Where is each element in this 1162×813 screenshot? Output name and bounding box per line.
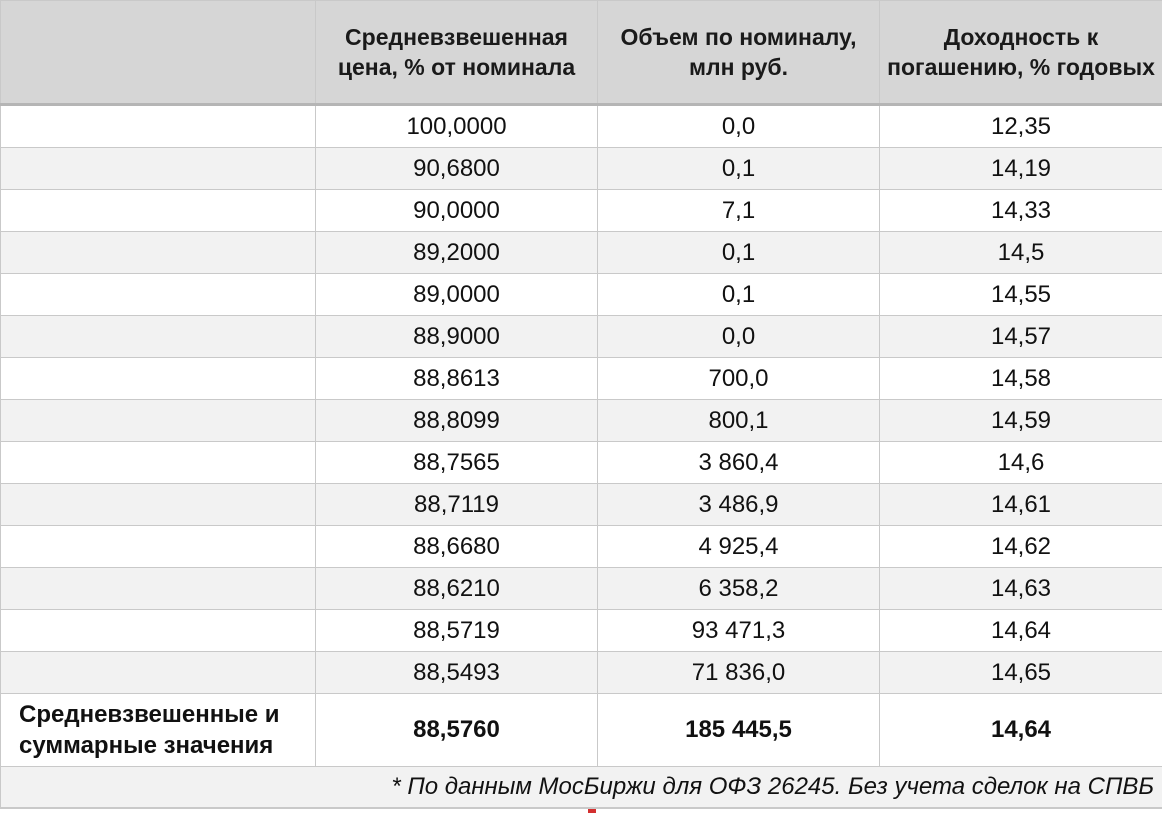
row-label-cell xyxy=(1,232,316,274)
row-label-cell xyxy=(1,190,316,232)
volume-cell: 93 471,3 xyxy=(598,610,880,652)
total-volume: 185 445,5 xyxy=(598,694,880,767)
price-cell: 100,0000 xyxy=(316,105,598,148)
yield-cell: 14,65 xyxy=(880,652,1162,694)
yield-cell: 14,59 xyxy=(880,400,1162,442)
volume-cell: 3 486,9 xyxy=(598,484,880,526)
table-row xyxy=(1,610,1162,652)
footnote: * По данным МосБиржи для ОФЗ 26245. Без учета сделок на СПВБ xyxy=(1,767,1162,808)
header-empty-cell xyxy=(1,1,316,105)
volume-cell: 0,0 xyxy=(598,105,880,148)
red-marker xyxy=(588,809,596,813)
row-label-cell xyxy=(1,358,316,400)
total-yield: 14,64 xyxy=(880,694,1162,767)
header-yield: Доходность к погашению, % годовых xyxy=(880,1,1162,105)
volume-cell: 3 860,4 xyxy=(598,442,880,484)
row-label-cell xyxy=(1,484,316,526)
yield-cell: 14,6 xyxy=(880,442,1162,484)
row-label-cell xyxy=(1,568,316,610)
yield-cell: 14,63 xyxy=(880,568,1162,610)
price-cell: 89,0000 xyxy=(316,274,598,316)
row-label-cell xyxy=(1,652,316,694)
yield-cell: 14,19 xyxy=(880,148,1162,190)
price-cell: 88,7119 xyxy=(316,484,598,526)
yield-cell: 14,57 xyxy=(880,316,1162,358)
table-row xyxy=(1,274,1162,316)
yield-cell: 14,55 xyxy=(880,274,1162,316)
yield-cell: 14,5 xyxy=(880,232,1162,274)
table-row xyxy=(1,652,1162,694)
row-label-cell xyxy=(1,526,316,568)
table-row xyxy=(1,442,1162,484)
table-bottom-edge xyxy=(0,808,1162,813)
yield-cell: 14,62 xyxy=(880,526,1162,568)
yield-cell: 14,33 xyxy=(880,190,1162,232)
total-label: Средневзвешенные и суммарные значения xyxy=(1,694,316,767)
header-volume: Объем по номиналу, млн руб. xyxy=(598,1,880,105)
yield-cell: 12,35 xyxy=(880,105,1162,148)
volume-cell: 800,1 xyxy=(598,400,880,442)
price-cell: 88,7565 xyxy=(316,442,598,484)
table-header-row xyxy=(1,1,1162,105)
table-row xyxy=(1,148,1162,190)
yield-cell: 14,61 xyxy=(880,484,1162,526)
price-cell: 90,6800 xyxy=(316,148,598,190)
volume-cell: 0,1 xyxy=(598,232,880,274)
table-row xyxy=(1,358,1162,400)
table-row xyxy=(1,526,1162,568)
volume-cell: 700,0 xyxy=(598,358,880,400)
price-cell: 88,5719 xyxy=(316,610,598,652)
price-cell: 88,5493 xyxy=(316,652,598,694)
table-row xyxy=(1,568,1162,610)
total-row xyxy=(1,694,1162,767)
volume-cell: 0,0 xyxy=(598,316,880,358)
footnote-row xyxy=(1,767,1162,808)
table-row xyxy=(1,484,1162,526)
table-row xyxy=(1,232,1162,274)
price-cell: 88,9000 xyxy=(316,316,598,358)
total-price: 88,5760 xyxy=(316,694,598,767)
table-body xyxy=(1,105,1162,694)
volume-cell: 7,1 xyxy=(598,190,880,232)
volume-cell: 6 358,2 xyxy=(598,568,880,610)
row-label-cell xyxy=(1,610,316,652)
price-cell: 88,8613 xyxy=(316,358,598,400)
yield-cell: 14,64 xyxy=(880,610,1162,652)
table-row xyxy=(1,316,1162,358)
row-label-cell xyxy=(1,442,316,484)
header-price: Средневзвешенная цена, % от номинала xyxy=(316,1,598,105)
volume-cell: 71 836,0 xyxy=(598,652,880,694)
volume-cell: 0,1 xyxy=(598,274,880,316)
volume-cell: 0,1 xyxy=(598,148,880,190)
table-row xyxy=(1,190,1162,232)
price-cell: 88,8099 xyxy=(316,400,598,442)
row-label-cell xyxy=(1,400,316,442)
price-cell: 88,6210 xyxy=(316,568,598,610)
row-label-cell xyxy=(1,274,316,316)
price-cell: 90,0000 xyxy=(316,190,598,232)
table-row xyxy=(1,105,1162,148)
row-label-cell xyxy=(1,316,316,358)
price-cell: 88,6680 xyxy=(316,526,598,568)
table-row xyxy=(1,400,1162,442)
volume-cell: 4 925,4 xyxy=(598,526,880,568)
row-label-cell xyxy=(1,105,316,148)
price-cell: 89,2000 xyxy=(316,232,598,274)
row-label-cell xyxy=(1,148,316,190)
yield-cell: 14,58 xyxy=(880,358,1162,400)
